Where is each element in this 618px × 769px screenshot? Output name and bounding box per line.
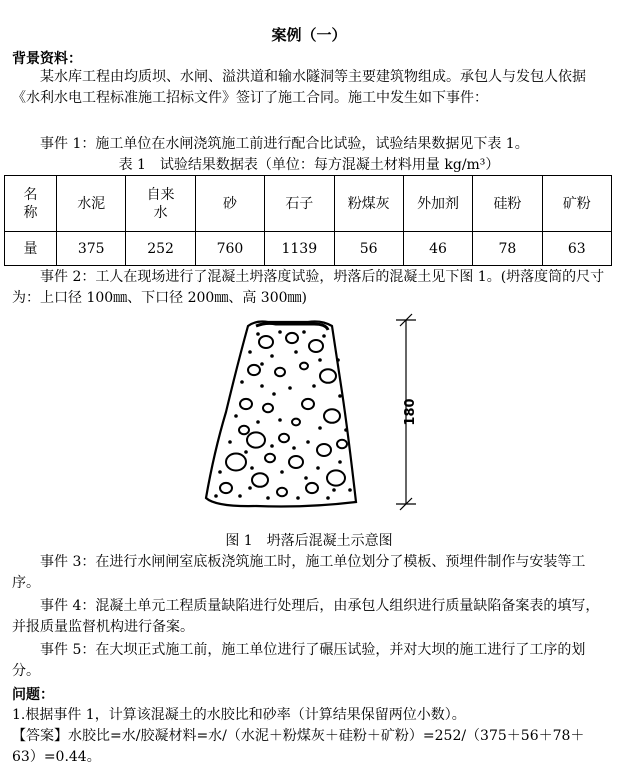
column-header-stone <box>265 176 334 232</box>
slump-concrete-figure <box>196 312 436 528</box>
column-header-water <box>126 176 195 232</box>
fine-aggregate-dot <box>266 496 270 500</box>
aggregate-stone <box>277 488 287 497</box>
aggregate-stone <box>337 440 347 449</box>
event-5-paragraph: 事件 5：在大坝正式施工前，施工单位进行了碾压试验，并对大坝的施工进行了工序的划分。 <box>12 642 586 679</box>
fine-aggregate-dot <box>318 426 322 430</box>
fine-aggregate-dot <box>326 496 330 500</box>
fine-aggregate-dot <box>248 350 252 354</box>
value-cement: 375 <box>57 232 126 266</box>
fine-aggregate-dot <box>234 414 238 418</box>
column-header-admixture <box>403 176 472 232</box>
aggregate-stone <box>306 483 318 493</box>
fine-aggregate-dot <box>304 476 308 480</box>
aggregate-stone <box>252 473 268 487</box>
value-fly-ash: 56 <box>334 232 403 266</box>
value-silica-fume: 78 <box>473 232 542 266</box>
col-text: 矿粉 <box>562 195 591 212</box>
column-header-silica-fume <box>473 176 542 232</box>
col-text: 砂 <box>222 195 237 212</box>
event-2-paragraph: 事件 2：工人在现场进行了混凝土坍落度试验，坍落后的混凝土见下图 1。(坍落度筒的尺寸为：上口径 100㎜、下口径 200㎜、高 300㎜) <box>12 269 605 306</box>
fine-aggregate-dot <box>248 486 252 490</box>
case-title: 案例（一） <box>271 26 347 44</box>
fine-aggregate-dot <box>306 440 310 444</box>
aggregate-stone <box>327 470 345 485</box>
fine-aggregate-dot <box>244 450 248 454</box>
event-3-paragraph: 事件 3：在进行水闸闸室底板浇筑施工时，施工单位划分了模板、预埋件制作与安装等工序。 <box>12 554 586 591</box>
aggregate-stone <box>275 368 285 377</box>
event-4-paragraph: 事件 4：混凝土单元工程质量缺陷进行处理后，由承包人组织进行质量缺陷备案表的填写，并报质量监督机构进行备案。 <box>12 598 600 635</box>
background-heading: 背景资料： <box>12 51 82 67</box>
table-caption: 表 1 试验结果数据表（单位：每方混凝土材料用量 kg/m³） <box>118 157 500 173</box>
value-admixture: 46 <box>403 232 472 266</box>
aggregate-stone <box>248 365 260 375</box>
col-text: 粉煤灰 <box>347 195 390 212</box>
fine-aggregate-dot <box>240 380 244 384</box>
fine-aggregate-dot <box>256 420 260 424</box>
fine-aggregate-dot <box>338 460 342 464</box>
fine-aggregate-dot <box>218 470 222 474</box>
height-dimension-label: 180 <box>403 398 418 426</box>
aggregate-stone <box>289 456 303 468</box>
fine-aggregate-dot <box>316 466 320 470</box>
fine-aggregate-dot <box>318 358 322 362</box>
fine-aggregate-dot <box>260 384 264 388</box>
aggregate-stone <box>292 419 300 426</box>
fine-aggregate-dot <box>294 350 298 354</box>
aggregate-stone <box>220 483 232 493</box>
slumped-concrete-body <box>206 322 356 507</box>
fine-aggregate-dot <box>322 334 326 338</box>
col-text: 硅粉 <box>493 195 522 212</box>
value-water: 252 <box>126 232 195 266</box>
col-text: 石子 <box>285 195 314 212</box>
value-slag-powder: 63 <box>542 232 611 266</box>
fine-aggregate-dot <box>214 494 218 498</box>
fine-aggregate-dot <box>260 362 264 366</box>
aggregate-stone <box>265 454 275 463</box>
intro-paragraph: 某水库工程由均质坝、水闸、溢洪道和输水隧洞等主要建筑物组成。承包人与发包人依据《水利水电工程标准施工招标文件》签订了施工合同。施工中发生如下事件： <box>12 69 586 106</box>
aggregate-stone <box>226 454 246 471</box>
aggregate-stone <box>300 363 308 370</box>
aggregate-stone <box>240 399 252 409</box>
aggregate-stone <box>324 409 340 423</box>
fine-aggregate-dot <box>272 392 276 396</box>
fine-aggregate-dot <box>332 488 336 492</box>
col-text: 水泥 <box>77 195 106 212</box>
column-header-cement <box>57 176 126 232</box>
value-sand: 760 <box>195 232 264 266</box>
table-header-row <box>5 176 612 232</box>
aggregate-stone <box>317 444 331 456</box>
questions-heading: 问题： <box>12 687 54 703</box>
fine-aggregate-dot <box>338 394 342 398</box>
fine-aggregate-dot <box>280 470 284 474</box>
aggregate-stone <box>309 340 323 352</box>
fine-aggregate-dot <box>228 440 232 444</box>
aggregate-stone <box>239 426 249 435</box>
question-1: 1.根据事件 1，计算该混凝土的水胶比和砂率（计算结果保留两位小数）。 <box>12 707 466 723</box>
aggregate-stone <box>286 333 298 343</box>
table-value-row <box>5 232 612 266</box>
row-header-name-text: 名 称 <box>23 186 38 221</box>
fine-aggregate-dot <box>348 488 352 492</box>
height-dimension <box>396 314 418 510</box>
figure-caption: 图 1 坍落后混凝土示意图 <box>225 533 393 549</box>
fine-aggregate-dot <box>278 418 282 422</box>
fine-aggregate-dot <box>270 444 274 448</box>
value-stone: 1139 <box>265 232 334 266</box>
row-header-name <box>5 176 57 232</box>
aggregate-stone <box>263 404 273 413</box>
aggregate-stone <box>259 336 273 348</box>
row-header-quantity: 量 <box>5 232 57 266</box>
aggregate-stone <box>302 399 314 409</box>
col-text: 外加剂 <box>417 195 460 212</box>
event-1-paragraph: 事件 1：施工单位在水闸浇筑施工前进行配合比试验，试验结果数据见下表 1。 <box>40 136 529 152</box>
aggregate-stone <box>279 434 289 443</box>
fine-aggregate-dot <box>256 332 260 336</box>
fine-aggregate-dot <box>292 446 296 450</box>
fine-aggregate-dot <box>238 494 242 498</box>
col-text: 自来 水 <box>146 186 175 221</box>
fine-aggregate-dot <box>270 354 274 358</box>
column-header-sand <box>195 176 264 232</box>
fine-aggregate-dot <box>344 428 348 432</box>
column-header-fly-ash <box>334 176 403 232</box>
test-result-table <box>4 175 612 266</box>
aggregate-stone <box>320 369 336 383</box>
fine-aggregate-dot <box>250 466 254 470</box>
answer-1: 【答案】水胶比=水/胶凝材料=水/（水泥＋粉煤灰＋硅粉＋矿粉）=252/（375＋56＋78＋63）=0.44。 <box>12 728 585 765</box>
column-header-slag-powder <box>542 176 611 232</box>
aggregate-stone <box>247 432 265 447</box>
fine-aggregate-dot <box>296 496 300 500</box>
fine-aggregate-dot <box>336 358 340 362</box>
fine-aggregate-dot <box>302 330 306 334</box>
fine-aggregate-dot <box>278 330 282 334</box>
fine-aggregate-dot <box>288 386 292 390</box>
fine-aggregate-dot <box>312 384 316 388</box>
